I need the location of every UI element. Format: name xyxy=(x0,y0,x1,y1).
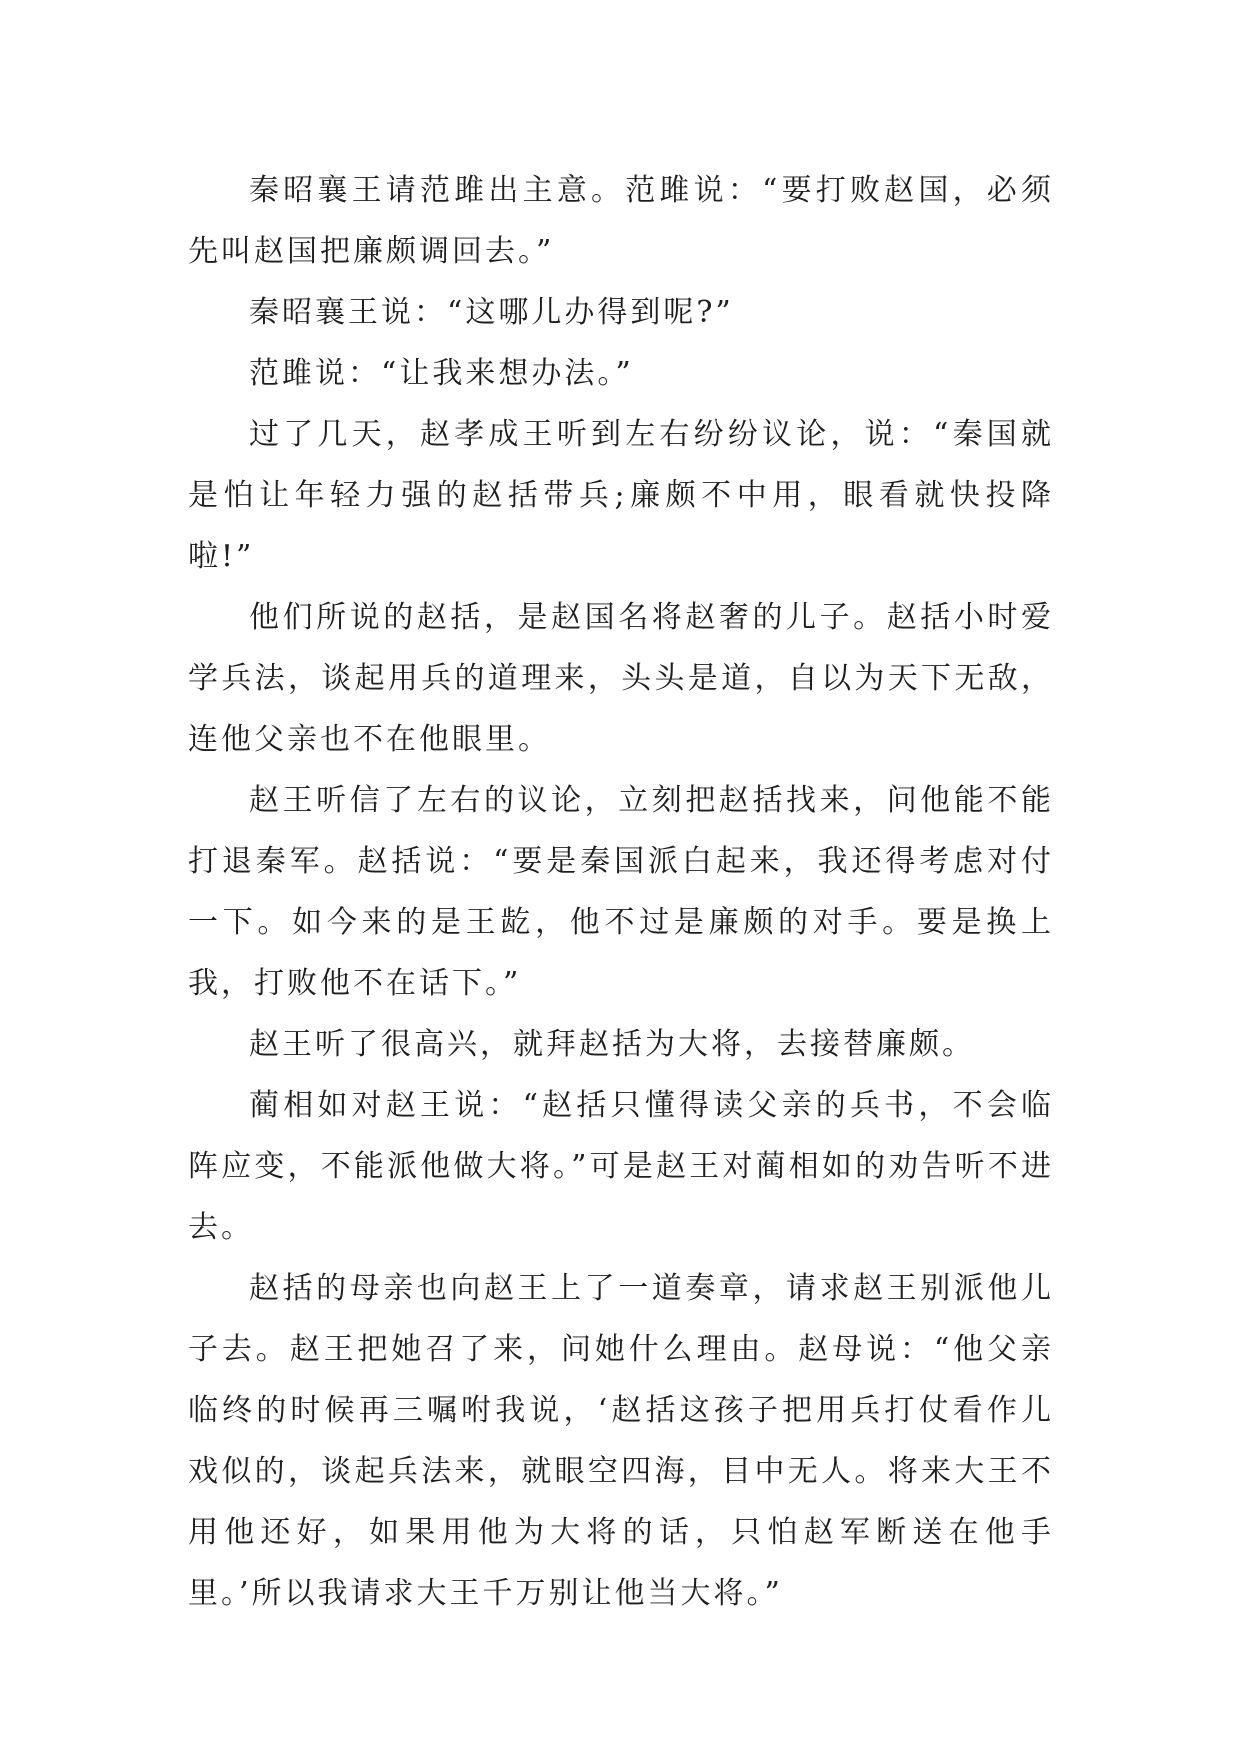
paragraph: 秦昭襄王请范雎出主意。范雎说：“要打败赵国，必须先叫赵国把廉颇调回去。” xyxy=(188,173,1054,269)
paragraph: 秦昭襄王说：“这哪儿办得到呢?” xyxy=(249,295,734,330)
paragraph: 范雎说：“让我来想办法。” xyxy=(249,356,634,391)
paragraph: 赵王听了很高兴，就拜赵括为大将，去接替廉颇。 xyxy=(249,1027,975,1062)
paragraph: 过了几天，赵孝成王听到左右纷纷议论，说：“秦国就是怕让年轻力强的赵括带兵;廉颇不中用，眼看就快投降啦!” xyxy=(188,417,1054,574)
paragraph: 蔺相如对赵王说：“赵括只懂得读父亲的兵书，不会临阵应变，不能派他做大将。”可是赵王对蔺相如的劝告听不进去。 xyxy=(188,1088,1054,1245)
document-body xyxy=(188,160,1054,1624)
paragraph: 他们所说的赵括，是赵国名将赵奢的儿子。赵括小时爱学兵法，谈起用兵的道理来，头头是道，自以为天下无敌，连他父亲也不在他眼里。 xyxy=(188,600,1054,757)
paragraph: 赵王听信了左右的议论，立刻把赵括找来，问他能不能打退秦军。赵括说：“要是秦国派白起来，我还得考虑对付一下。如今来的是王龁，他不过是廉颇的对手。要是换上我，打败他不在话下。” xyxy=(188,783,1054,1001)
paragraph: 赵括的母亲也向赵王上了一道奏章，请求赵王别派他儿子去。赵王把她召了来，问她什么理由。赵母说：“他父亲临终的时候再三嘱咐我说，‘赵括这孩子把用兵打仗看作儿戏似的，谈起兵法来，就眼空四海，目中无人。将来大王不用他还好，如果用他为大将的话，只怕赵军断送在他手里。’所以我请求大王千万别让他当大将。” xyxy=(188,1271,1054,1611)
